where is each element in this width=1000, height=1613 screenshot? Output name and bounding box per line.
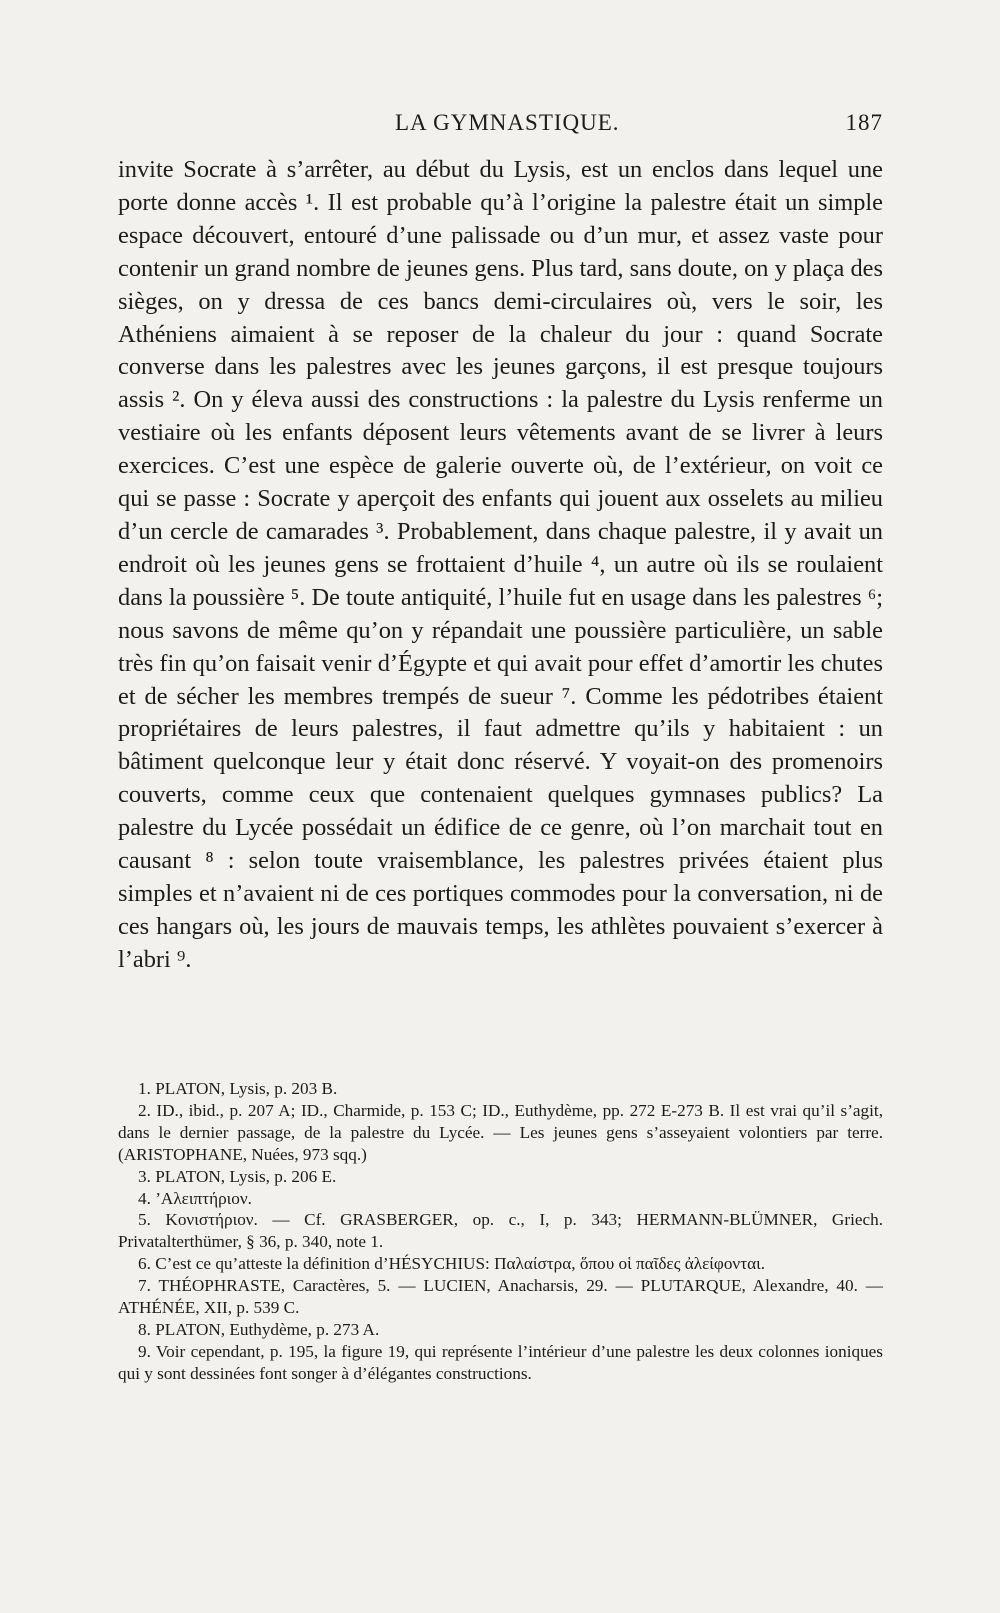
footnote-9: 9. Voir cependant, p. 195, la figure 19, qui représente l’intérieur d’une palestre les deux colonnes ioniques qui y sont dessinées font songer à d’élégantes constructions.	[118, 1341, 883, 1383]
footnote-8: 8. PLATON, Euthydème, p. 273 A.	[138, 1319, 380, 1339]
main-text	[118, 154, 883, 977]
footnote-6: 6. C’est ce qu’atteste la définition d’HÉSYCHIUS: Παλαίστρα, ὅπου οἱ παῖδες ἀλείφονται.	[138, 1254, 766, 1274]
footnote-3: 3. PLATON, Lysis, p. 206 E.	[138, 1166, 337, 1186]
footnote-1: 1. PLATON, Lysis, p. 203 B.	[138, 1079, 338, 1098]
running-title: LA GYMNASTIQUE.	[395, 110, 620, 135]
footnote-5: 5. Κονιστήριον. — Cf. GRASBERGER, op. c., I, p. 343; HERMANN-BLÜMNER, Griech. Privatalterthümer, § 36, p. 340, note 1.	[118, 1210, 883, 1252]
footnote-2: 2. ID., ibid., p. 207 A; ID., Charmide, p. 153 C; ID., Euthydème, pp. 272 E-273 B. Il est vrai qu’il s’agit, dans le dernier passage, de la palestre du Lycée. — Les jeunes gens s’asseyaient volontiers par terre. (ARISTOPHANE, Nuées, 973 sqq.)	[118, 1100, 883, 1164]
footnote-4: 4. ’Αλειπτήριον.	[138, 1188, 252, 1208]
page-number: 187	[845, 110, 883, 135]
footnotes	[118, 1078, 883, 1385]
body-paragraph: invite Socrate à s’arrêter, au début du Lysis, est un enclos dans lequel une porte donne accès ¹. Il est probable qu’à l’origine la palestre était un simple espace découvert, entouré d’une palissade ou d’un mur, et assez vaste pour contenir un grand nombre de jeunes gens. Plus tard, sans doute, on y plaça des sièges, on y dressa de ces bancs demi-circulaires où, vers le soir, les Athéniens aimaient à se reposer de la chaleur du jour : quand Socrate converse dans les palestres avec les jeunes garçons, il est presque toujours assis ². On y éleva aussi des constructions : la palestre du Lysis renferme un vestiaire où les enfants déposent leurs vêtements avant de se livrer à leurs exercices. C’est une espèce de galerie ouverte où, de l’extérieur, on voit ce qui se passe : Socrate y aperçoit des enfants qui jouent aux osselets au milieu d’un cercle de camarades ³. Probablement, dans chaque palestre, il y avait un endroit où les jeunes gens se frottaient d’huile ⁴, un autre où ils se roulaient dans la poussière ⁵. De toute antiquité, l’huile fut en usage dans les palestres ⁶; nous savons de même qu’on y répandait une poussière particulière, un sable très fin qu’on faisait venir d’Égypte et qui avait pour effet d’amortir les chutes et de sécher les membres trempés de sueur ⁷. Comme les pédotribes étaient propriétaires de leurs palestres, il faut admettre qu’ils y habitaient : un bâtiment quelconque leur y était donc réservé. Y voyait-on des promenoirs couverts, comme ceux que contenaient quelques gymnases publics? La palestre du Lycée possédait un édifice de ce genre, où l’on marchait tout en causant ⁸ : selon toute vraisemblance, les palestres privées étaient plus simples et n’avaient ni de ces portiques commodes pour la conversation, ni de ces hangars où, les jours de mauvais temps, les athlètes pouvaient s’exercer à l’abri ⁹.	[118, 156, 883, 973]
running-header	[118, 110, 883, 144]
footnote-7: 7. THÉOPHRASTE, Caractères, 5. — LUCIEN, Anacharsis, 29. — PLUTARQUE, Alexandre, 40. — ATHÉNÉE, XII, p. 539 C.	[118, 1276, 883, 1318]
